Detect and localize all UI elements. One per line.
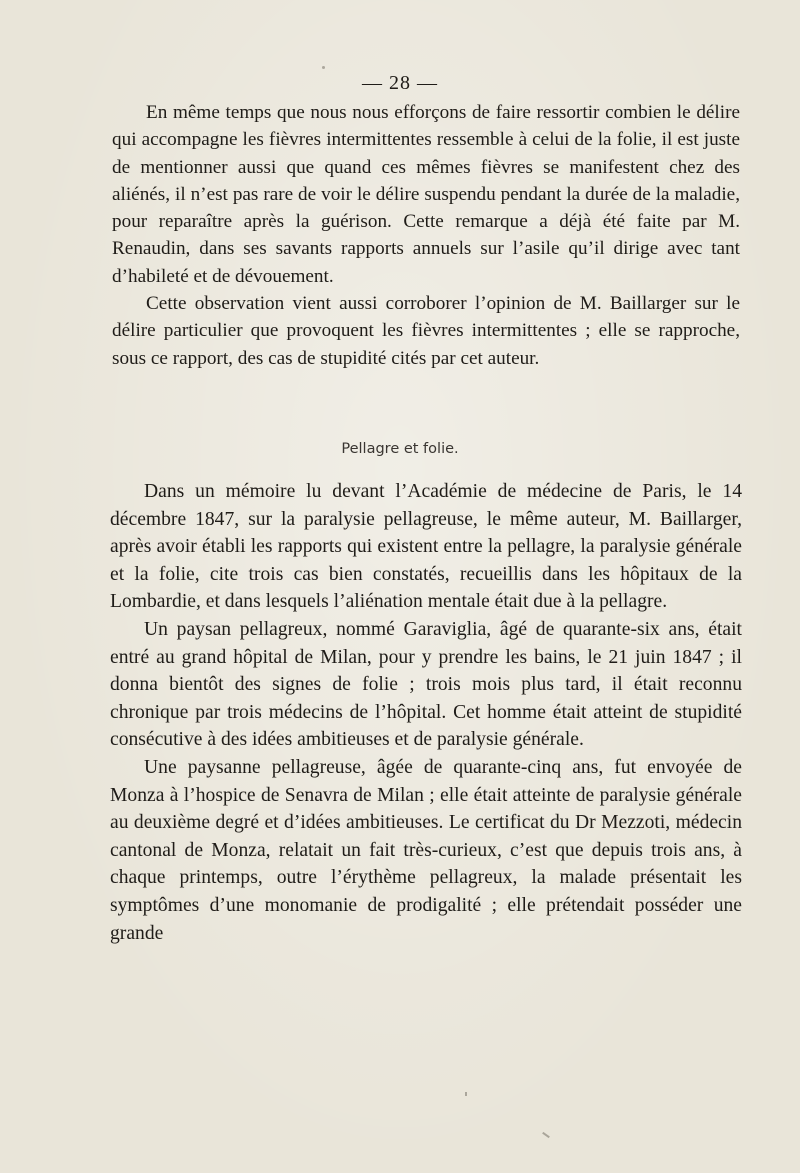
paragraph: Un paysan pellagreux, nommé Garaviglia, âgé de quarante-six ans, était entré au grand hôpital de Milan, pour y prendre les bains, le 21 juin 1847 ; il donna bientôt des signes de folie ; trois mois plus tard, il était reconnu chronique par trois médecins de l’hôpital. Cet homme était atteint de stupidité consécutive à des idées ambitieuses et de paralysie générale. bbox=[110, 618, 742, 751]
paragraph: Cette observation vient aussi corroborer l’opinion de M. Baillarger sur le délire particulier que provoquent les fièvres intermittentes ; elle se rapproche, sous ce rapport, des cas de stupidité cités par cet auteur. bbox=[112, 293, 740, 369]
ink-speck bbox=[322, 66, 325, 69]
ink-speck bbox=[542, 1132, 550, 1138]
page-number: — 28 — bbox=[362, 72, 438, 94]
paragraph: Dans un mémoire lu devant l’Académie de médecine de Paris, le 14 décembre 1847, sur la paralysie pellagreuse, le même auteur, M. Baillarger, après avoir établi les rapports qui existent entre la pellagre, la paralysie générale et la folie, cite trois cas bien constatés, recueillis dans les hôpitaux de la Lombardie, et dans lesquels l’aliénation mentale était due à la pellagre. bbox=[110, 481, 742, 613]
ink-speck bbox=[465, 1092, 467, 1096]
body-text-upper bbox=[112, 99, 740, 372]
body-text-lower bbox=[110, 478, 742, 947]
paragraph: Une paysanne pellagreuse, âgée de quarante-cinq ans, fut envoyée de Monza à l’hospice de Senavra de Milan ; elle était atteinte de paralysie générale au deuxième degré et d’idées ambitieuses. Le certificat du Dr Mezzoti, médecin cantonal de Monza, relatait un fait très-curieux, c’est que depuis trois ans, à chaque printemps, outre l’érythème pellagreux, la malade présentait les symptômes d’une monomanie de prodigalité ; elle prétendait posséder une grande bbox=[110, 756, 742, 944]
paragraph: En même temps que nous nous efforçons de faire ressortir combien le délire qui accompagne les fièvres intermittentes ressemble à celui de la folie, il est juste de mentionner aussi que quand ces mêmes fièvres se manifestent chez des aliénés, il n’est pas rare de voir le délire suspendu pendant la durée de la maladie, pour reparaître après la guérison. Cette remarque a déjà été faite par M. Renaudin, dans ses savants rapports annuels sur l’asile qu’il dirige avec tant d’habileté et de dévouement. bbox=[112, 102, 740, 287]
section-heading: Pellagre et folie. bbox=[341, 441, 459, 457]
